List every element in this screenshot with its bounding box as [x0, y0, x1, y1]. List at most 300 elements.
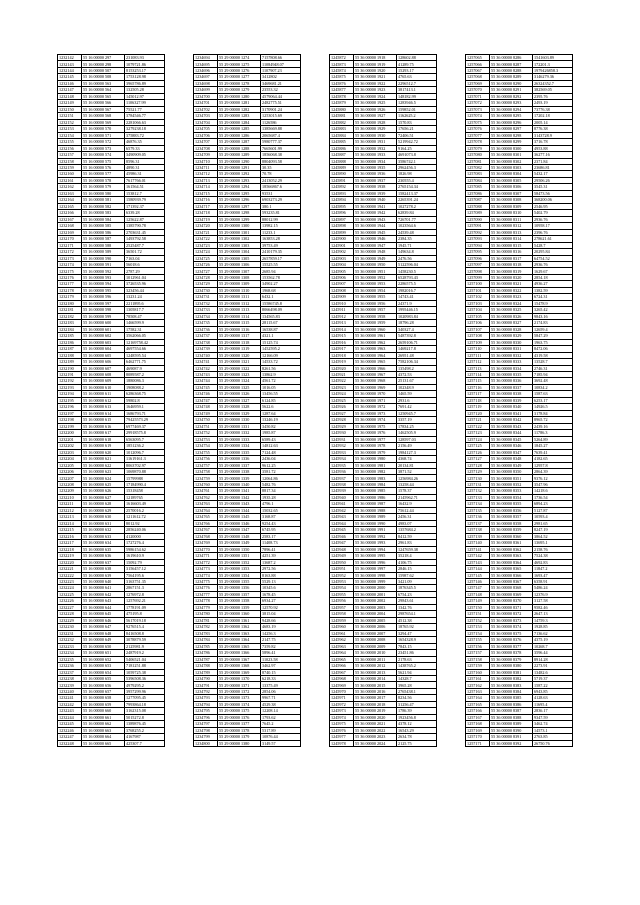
row-id-cell: 1234763 — [194, 501, 218, 507]
amount-cell: 24371.9 — [397, 300, 437, 306]
row-id-cell: 1257092 — [466, 229, 490, 235]
account-number-cell: 55 16 00000 628 — [82, 501, 125, 507]
amount-cell: 1253015.69 — [261, 113, 301, 119]
account-number-cell: 55 16 00000 624 — [82, 475, 125, 481]
row-id-cell: 1257104 — [466, 307, 490, 313]
row-id-cell: 1234797 — [194, 721, 218, 727]
row-id-cell: 1257156 — [466, 643, 490, 649]
amount-cell: 6745.95 — [261, 527, 301, 533]
row-id-cell: 1245953 — [330, 578, 354, 584]
amount-cell: 2525487.7 — [125, 242, 165, 248]
account-number-cell: 55 36 00000 1951 — [354, 268, 397, 274]
row-id-cell: 1234760 — [194, 481, 218, 487]
amount-cell: 14573.1 — [533, 727, 573, 733]
account-number-cell: 55 29 00000 1280 — [218, 93, 261, 99]
account-number-cell: 55 36 00000 2006 — [354, 624, 397, 630]
row-id-cell: 1245901 — [330, 242, 354, 248]
row-id-cell: 1234777 — [194, 591, 218, 597]
account-number-cell: 55 36 00000 8295 — [490, 113, 533, 119]
amount-cell: 3357.19 — [397, 417, 437, 423]
row-id-cell: 1245902 — [330, 249, 354, 255]
row-id-cell: 1234796 — [194, 714, 218, 720]
row-id-cell: 1257103 — [466, 300, 490, 306]
table-row — [58, 740, 165, 746]
amount-cell: 3965.28 — [397, 682, 437, 688]
account-number-cell: 55 36 00000 1963 — [354, 346, 397, 352]
amount-cell: 7582106.34 — [397, 359, 437, 365]
account-number-cell: 55 36 00000 8293 — [490, 100, 533, 106]
amount-cell: 2856240.06 — [125, 527, 165, 533]
amount-cell: 41289.75 — [397, 61, 437, 67]
row-id-cell: 1232217 — [58, 540, 82, 546]
amount-cell: 3265.42 — [533, 307, 573, 313]
amount-cell: 4890.31 — [125, 164, 165, 170]
amount-cell: 1276972.8 — [125, 591, 165, 597]
account-number-cell: 55 36 00000 1933 — [354, 152, 397, 158]
account-number-cell: 55 36 00000 1931 — [354, 139, 397, 145]
amount-cell: 15032.65 — [261, 507, 301, 513]
amount-cell: 2487919.2 — [125, 650, 165, 656]
account-number-cell: 55 36 00000 8324 — [490, 300, 533, 306]
account-number-cell: 55 36 00000 8297 — [490, 126, 533, 132]
row-id-cell: 1245905 — [330, 268, 354, 274]
account-number-cell: 55 16 00000 609 — [82, 378, 125, 384]
row-id-cell: 1257152 — [466, 617, 490, 623]
account-number-cell: 55 36 00000 8292 — [490, 93, 533, 99]
amount-cell: 3547.96 — [533, 481, 573, 487]
account-number-cell: 55 36 00000 1984 — [354, 481, 397, 487]
amount-cell: 1982016.7 — [397, 287, 437, 293]
amount-cell: 70.78 — [261, 171, 301, 177]
amount-cell: 13528.7 — [533, 359, 573, 365]
account-number-cell: 55 36 00000 8336 — [490, 378, 533, 384]
row-id-cell: 1245919 — [330, 359, 354, 365]
amount-cell: 20295.84 — [533, 249, 573, 255]
amount-cell: 2987654.1 — [397, 611, 437, 617]
amount-cell: 2296512.7 — [397, 80, 437, 86]
row-id-cell: 1257135 — [466, 507, 490, 513]
row-id-cell: 1245880 — [330, 106, 354, 112]
account-number-cell: 55 29 00000 1290 — [218, 158, 261, 164]
row-id-cell: 1257144 — [466, 566, 490, 572]
amount-cell: 6977469.37 — [125, 423, 165, 429]
amount-cell: 1541603.89 — [533, 55, 573, 61]
account-number-cell: 55 16 00000 656 — [82, 682, 125, 688]
account-number-cell: 55 36 00000 8359 — [490, 527, 533, 533]
account-number-cell: 55 36 00000 8301 — [490, 152, 533, 158]
account-number-cell: 55 29 00000 1346 — [218, 520, 261, 526]
amount-cell: 3545.31 — [533, 184, 573, 190]
row-id-cell: 1234774 — [194, 572, 218, 578]
row-id-cell: 1245965 — [330, 656, 354, 662]
row-id-cell: 1232215 — [58, 527, 82, 533]
account-number-cell: 55 29 00000 1331 — [218, 423, 261, 429]
amount-cell: 12957.8 — [533, 462, 573, 468]
row-id-cell: 1234745 — [194, 384, 218, 390]
account-number-cell: 55 29 00000 1357 — [218, 591, 261, 597]
account-number-cell: 55 36 00000 1995 — [354, 553, 397, 559]
amount-cell: 5980777.37 — [261, 139, 301, 145]
amount-cell: 1945.71 — [397, 242, 437, 248]
account-number-cell: 55 36 00000 1979 — [354, 449, 397, 455]
account-number-cell: 55 16 00000 662 — [82, 721, 125, 727]
row-id-cell: 1232227 — [58, 604, 82, 610]
row-id-cell: 1245891 — [330, 177, 354, 183]
amount-cell: 1935.28 — [261, 494, 301, 500]
amount-cell: 2931.6 — [397, 397, 437, 403]
row-id-cell: 1234701 — [194, 100, 218, 106]
account-number-cell: 55 36 00000 1928 — [354, 119, 397, 125]
amount-cell: 323456.44 — [125, 287, 165, 293]
account-number-cell: 55 29 00000 1304 — [218, 249, 261, 255]
amount-cell: 1020983.84 — [397, 313, 437, 319]
account-number-cell: 55 36 00000 2012 — [354, 663, 397, 669]
account-number-cell: 55 29 00000 1327 — [218, 397, 261, 403]
account-number-cell: 55 29 00000 1376 — [218, 714, 261, 720]
row-id-cell: 1257124 — [466, 436, 490, 442]
amount-cell: 4953.88 — [533, 145, 573, 151]
row-id-cell: 1245927 — [330, 410, 354, 416]
row-id-cell: 1257155 — [466, 637, 490, 643]
row-id-cell: 1234759 — [194, 475, 218, 481]
row-id-cell: 1257069 — [466, 80, 490, 86]
row-id-cell: 1232238 — [58, 676, 82, 682]
amount-cell: 1678.45 — [261, 591, 301, 597]
row-id-cell: 1232228 — [58, 611, 82, 617]
row-id-cell: 1245974 — [330, 714, 354, 720]
row-id-cell: 1245954 — [330, 585, 354, 591]
row-id-cell: 1245932 — [330, 443, 354, 449]
account-number-cell: 55 29 00000 1282 — [218, 106, 261, 112]
row-id-cell: 1234754 — [194, 443, 218, 449]
row-id-cell: 1234787 — [194, 656, 218, 662]
row-id-cell: 1257161 — [466, 676, 490, 682]
amount-cell: 8412.59 — [397, 533, 437, 539]
row-id-cell: 1257076 — [466, 126, 490, 132]
row-id-cell: 1232168 — [58, 223, 82, 229]
account-number-cell: 55 36 00000 1981 — [354, 462, 397, 468]
account-number-cell: 55 36 00000 8332 — [490, 352, 533, 358]
account-number-cell: 55 16 00000 508 — [82, 74, 125, 80]
account-number-cell: 55 29 00000 1338 — [218, 469, 261, 475]
amount-cell: 11619161.3 — [125, 456, 165, 462]
row-id-cell: 1245935 — [330, 462, 354, 468]
row-id-cell: 1245920 — [330, 365, 354, 371]
amount-cell: 93531 — [261, 190, 301, 196]
account-number-cell: 55 29 00000 1295 — [218, 190, 261, 196]
account-number-cell: 55 29 00000 1274 — [218, 55, 261, 61]
account-number-cell: 55 36 00000 2020 — [354, 714, 397, 720]
account-number-cell: 55 29 00000 1314 — [218, 313, 261, 319]
amount-cell: 7896.41 — [261, 546, 301, 552]
row-id-cell: 1245904 — [330, 262, 354, 268]
account-number-cell: 55 29 00000 1336 — [218, 456, 261, 462]
account-number-cell: 55 36 00000 2017 — [354, 695, 397, 701]
row-id-cell: 1245903 — [330, 255, 354, 261]
row-id-cell: 1257080 — [466, 152, 490, 158]
row-id-cell: 1245899 — [330, 229, 354, 235]
account-number-cell: 55 16 00000 618 — [82, 436, 125, 442]
amount-cell: 2867151.3 — [125, 585, 165, 591]
account-number-cell: 55 36 00000 8298 — [490, 132, 533, 138]
row-id-cell: 1234757 — [194, 462, 218, 468]
account-number-cell: 55 16 00000 607 — [82, 365, 125, 371]
amount-cell: 2936.76 — [533, 216, 573, 222]
amount-cell: 5432.17 — [533, 171, 573, 177]
row-id-cell: 1234772 — [194, 559, 218, 565]
amount-cell: 9164.25 — [397, 145, 437, 151]
row-id-cell: 1257089 — [466, 210, 490, 216]
amount-cell: 7157808.66 — [261, 55, 301, 61]
row-id-cell: 1245917 — [330, 346, 354, 352]
amount-cell: 1778191.09 — [125, 604, 165, 610]
account-number-cell: 55 36 00000 1925 — [354, 100, 397, 106]
amount-cell: 3146279.36 — [533, 74, 573, 80]
row-id-cell: 1232166 — [58, 210, 82, 216]
amount-cell: 1753128.98 — [125, 74, 165, 80]
account-number-cell: 55 36 00000 2024 — [354, 740, 397, 746]
row-id-cell: 1257073 — [466, 106, 490, 112]
account-number-cell: 55 29 00000 1322 — [218, 365, 261, 371]
amount-cell: 2936.76 — [533, 262, 573, 268]
amount-cell: 79425573.29 — [125, 417, 165, 423]
row-id-cell: 1257091 — [466, 223, 490, 229]
amount-cell: 7665601.99 — [261, 145, 301, 151]
row-id-cell: 1234730 — [194, 287, 218, 293]
account-number-cell: 55 36 00000 8333 — [490, 359, 533, 365]
account-number-cell: 55 36 00000 8303 — [490, 164, 533, 170]
account-number-cell: 55 29 00000 1349 — [218, 540, 261, 546]
row-id-cell: 1257110 — [466, 346, 490, 352]
account-number-cell: 55 36 00000 2004 — [354, 611, 397, 617]
amount-cell: 14218.6 — [533, 488, 573, 494]
amount-cell: 5986154.62 — [125, 546, 165, 552]
row-id-cell: 1257102 — [466, 294, 490, 300]
amount-cell: 7136.62 — [533, 630, 573, 636]
amount-cell: 26324352.7 — [533, 80, 573, 86]
account-number-cell: 55 36 00000 8328 — [490, 326, 533, 332]
account-number-cell: 55 29 00000 1298 — [218, 210, 261, 216]
row-id-cell: 1245913 — [330, 320, 354, 326]
row-id-cell: 1232147 — [58, 87, 82, 93]
account-number-cell: 55 16 00000 605 — [82, 352, 125, 358]
amount-cell: 1023564.6 — [397, 223, 437, 229]
account-number-cell: 55 29 00000 1316 — [218, 326, 261, 332]
amount-cell: 1342.76 — [397, 604, 437, 610]
account-number-cell: 55 16 00000 621 — [82, 456, 125, 462]
row-id-cell: 1257077 — [466, 132, 490, 138]
amount-cell: 3462.74 — [533, 721, 573, 727]
row-id-cell: 1257149 — [466, 598, 490, 604]
amount-cell: 17184990.4 — [125, 481, 165, 487]
account-number-cell: 55 16 00000 658 — [82, 695, 125, 701]
amount-cell: 153562.78 — [261, 274, 301, 280]
account-number-cell: 55 36 00000 8304 — [490, 171, 533, 177]
row-id-cell: 1232201 — [58, 436, 82, 442]
amount-cell: 2570016.2 — [125, 507, 165, 513]
row-id-cell: 1257129 — [466, 469, 490, 475]
account-number-cell: 55 36 00000 1982 — [354, 469, 397, 475]
amount-cell: 11408.73 — [261, 540, 301, 546]
row-id-cell: 1245928 — [330, 417, 354, 423]
account-number-cell: 55 16 00000 633 — [82, 533, 125, 539]
row-id-cell: 1232223 — [58, 578, 82, 584]
row-id-cell: 1232177 — [58, 281, 82, 287]
amount-cell: 4765.63 — [397, 74, 437, 80]
amount-cell: 9276515.4 — [125, 624, 165, 630]
account-number-cell: 55 16 00000 580 — [82, 190, 125, 196]
row-id-cell: 1257159 — [466, 663, 490, 669]
amount-cell: 2395.76 — [533, 93, 573, 99]
account-number-cell: 55 29 00000 1358 — [218, 598, 261, 604]
account-number-cell: 55 36 00000 2021 — [354, 721, 397, 727]
account-number-cell: 55 36 00000 2001 — [354, 591, 397, 597]
account-number-cell: 55 29 00000 1335 — [218, 449, 261, 455]
row-id-cell: 1232230 — [58, 624, 82, 630]
amount-cell: 1616603.49 — [125, 501, 165, 507]
row-id-cell: 1257146 — [466, 578, 490, 584]
row-id-cell: 1257140 — [466, 540, 490, 546]
row-id-cell: 1234737 — [194, 333, 218, 339]
account-number-cell: 55 16 00000 653 — [82, 663, 125, 669]
amount-cell: 2281066.63 — [125, 119, 165, 125]
row-id-cell: 1232204 — [58, 456, 82, 462]
row-id-cell: 1257112 — [466, 359, 490, 365]
amount-cell: 58473.56 — [533, 190, 573, 196]
row-id-cell: 1232240 — [58, 688, 82, 694]
amount-cell: 13862.9 — [261, 371, 301, 377]
account-number-cell: 55 16 00000 604 — [82, 346, 125, 352]
row-id-cell: 1234742 — [194, 365, 218, 371]
amount-cell: 128597.03 — [397, 436, 437, 442]
account-number-cell: 55 36 00000 8344 — [490, 430, 533, 436]
row-id-cell: 1232220 — [58, 559, 82, 565]
account-number-cell: 55 29 00000 1303 — [218, 242, 261, 248]
amount-cell: 2265391.24 — [397, 197, 437, 203]
table-row — [330, 740, 437, 746]
account-number-cell: 55 16 00000 659 — [82, 701, 125, 707]
account-number-cell: 55 36 00000 1954 — [354, 287, 397, 293]
row-id-cell: 1234714 — [194, 184, 218, 190]
row-id-cell: 1257167 — [466, 714, 490, 720]
amount-cell: 593235.81 — [261, 210, 301, 216]
row-id-cell: 1257169 — [466, 727, 490, 733]
account-number-cell: 55 36 00000 8342 — [490, 417, 533, 423]
amount-cell: 2410179.35 — [261, 249, 301, 255]
row-id-cell: 1232212 — [58, 507, 82, 513]
row-id-cell: 1234795 — [194, 708, 218, 714]
account-number-cell: 55 36 00000 1991 — [354, 527, 397, 533]
account-number-cell: 55 29 00000 1293 — [218, 177, 261, 183]
row-id-cell: 1232169 — [58, 229, 82, 235]
account-number-cell: 55 36 00000 1941 — [354, 203, 397, 209]
account-number-cell: 55 29 00000 1374 — [218, 701, 261, 707]
amount-cell: 5406521.04 — [125, 656, 165, 662]
row-id-cell: 1232202 — [58, 443, 82, 449]
account-number-cell: 55 29 00000 1307 — [218, 268, 261, 274]
amount-cell: 13231.24 — [125, 294, 165, 300]
account-number-cell: 55 36 00000 1934 — [354, 158, 397, 164]
amount-cell: 6579.33 — [125, 145, 165, 151]
row-id-cell: 1257148 — [466, 591, 490, 597]
row-id-cell: 1257088 — [466, 203, 490, 209]
account-number-cell: 55 36 00000 8287 — [490, 61, 533, 67]
account-number-cell: 55 16 00000 574 — [82, 152, 125, 158]
row-id-cell: 1257151 — [466, 611, 490, 617]
account-number-cell: 55 29 00000 1343 — [218, 501, 261, 507]
amount-cell: 1793.62 — [261, 714, 301, 720]
account-number-cell: 55 36 00000 8313 — [490, 229, 533, 235]
amount-cell: 3143728.9 — [533, 132, 573, 138]
row-id-cell: 1257160 — [466, 669, 490, 675]
row-id-cell: 1234791 — [194, 682, 218, 688]
row-id-cell: 1234778 — [194, 598, 218, 604]
row-id-cell: 1232241 — [58, 695, 82, 701]
amount-cell: 11847.2 — [533, 566, 573, 572]
account-number-cell: 55 36 00000 1998 — [354, 572, 397, 578]
account-number-cell: 55 36 00000 8310 — [490, 210, 533, 216]
account-number-cell: 55 29 00000 1363 — [218, 630, 261, 636]
amount-cell: 5486.24 — [533, 585, 573, 591]
row-id-cell: 1232156 — [58, 145, 82, 151]
row-id-cell: 1257093 — [466, 236, 490, 242]
amount-cell: 5264.89 — [533, 436, 573, 442]
amount-cell: 1686793.71 — [125, 410, 165, 416]
account-number-cell: 55 16 00000 507 — [82, 67, 125, 73]
row-id-cell: 1234765 — [194, 514, 218, 520]
amount-cell: 2439.16 — [533, 423, 573, 429]
account-number-cell: 55 16 00000 576 — [82, 164, 125, 170]
row-id-cell: 1234747 — [194, 397, 218, 403]
amount-cell: 1880086.3 — [125, 378, 165, 384]
account-number-cell: 55 29 00000 1370 — [218, 676, 261, 682]
amount-cell: 29843.61 — [397, 598, 437, 604]
account-number-cell: 55 16 00000 570 — [82, 126, 125, 132]
row-id-cell: 1234784 — [194, 637, 218, 643]
row-id-cell: 1232154 — [58, 132, 82, 138]
amount-cell: 2482775.51 — [261, 100, 301, 106]
row-id-cell: 1257096 — [466, 255, 490, 261]
amount-cell: 475195.8 — [125, 611, 165, 617]
account-number-cell: 55 36 00000 1955 — [354, 294, 397, 300]
row-id-cell: 1257068 — [466, 74, 490, 80]
amount-cell: 1587.22 — [533, 682, 573, 688]
amount-cell: 31256.47 — [397, 701, 437, 707]
row-id-cell: 1257101 — [466, 287, 490, 293]
amount-cell: 102348.9 — [397, 384, 437, 390]
row-id-cell: 1234695 — [194, 61, 218, 67]
amount-cell: 469087.9 — [125, 365, 165, 371]
amount-cell: 17202.18 — [533, 113, 573, 119]
amount-cell: 6253.17 — [533, 397, 573, 403]
row-id-cell: 1234735 — [194, 320, 218, 326]
account-number-cell: 55 36 00000 8341 — [490, 410, 533, 416]
amount-cell: 5617019.18 — [125, 617, 165, 623]
amount-cell: 5127.87 — [533, 507, 573, 513]
amount-cell: 1248595.54 — [125, 352, 165, 358]
account-number-cell: 55 29 00000 1286 — [218, 132, 261, 138]
amount-cell: 6358.91 — [533, 578, 573, 584]
row-id-cell: 1234746 — [194, 391, 218, 397]
row-id-cell: 1245949 — [330, 553, 354, 559]
amount-cell: 10958.17 — [533, 223, 573, 229]
amount-cell: 1069870.88 — [125, 469, 165, 475]
account-number-cell: 55 16 00000 610 — [82, 384, 125, 390]
amount-cell: 2476.56 — [397, 255, 437, 261]
amount-cell: 3596.44 — [533, 650, 573, 656]
amount-cell: 382569.05 — [533, 87, 573, 93]
account-number-cell: 55 29 00000 1366 — [218, 650, 261, 656]
